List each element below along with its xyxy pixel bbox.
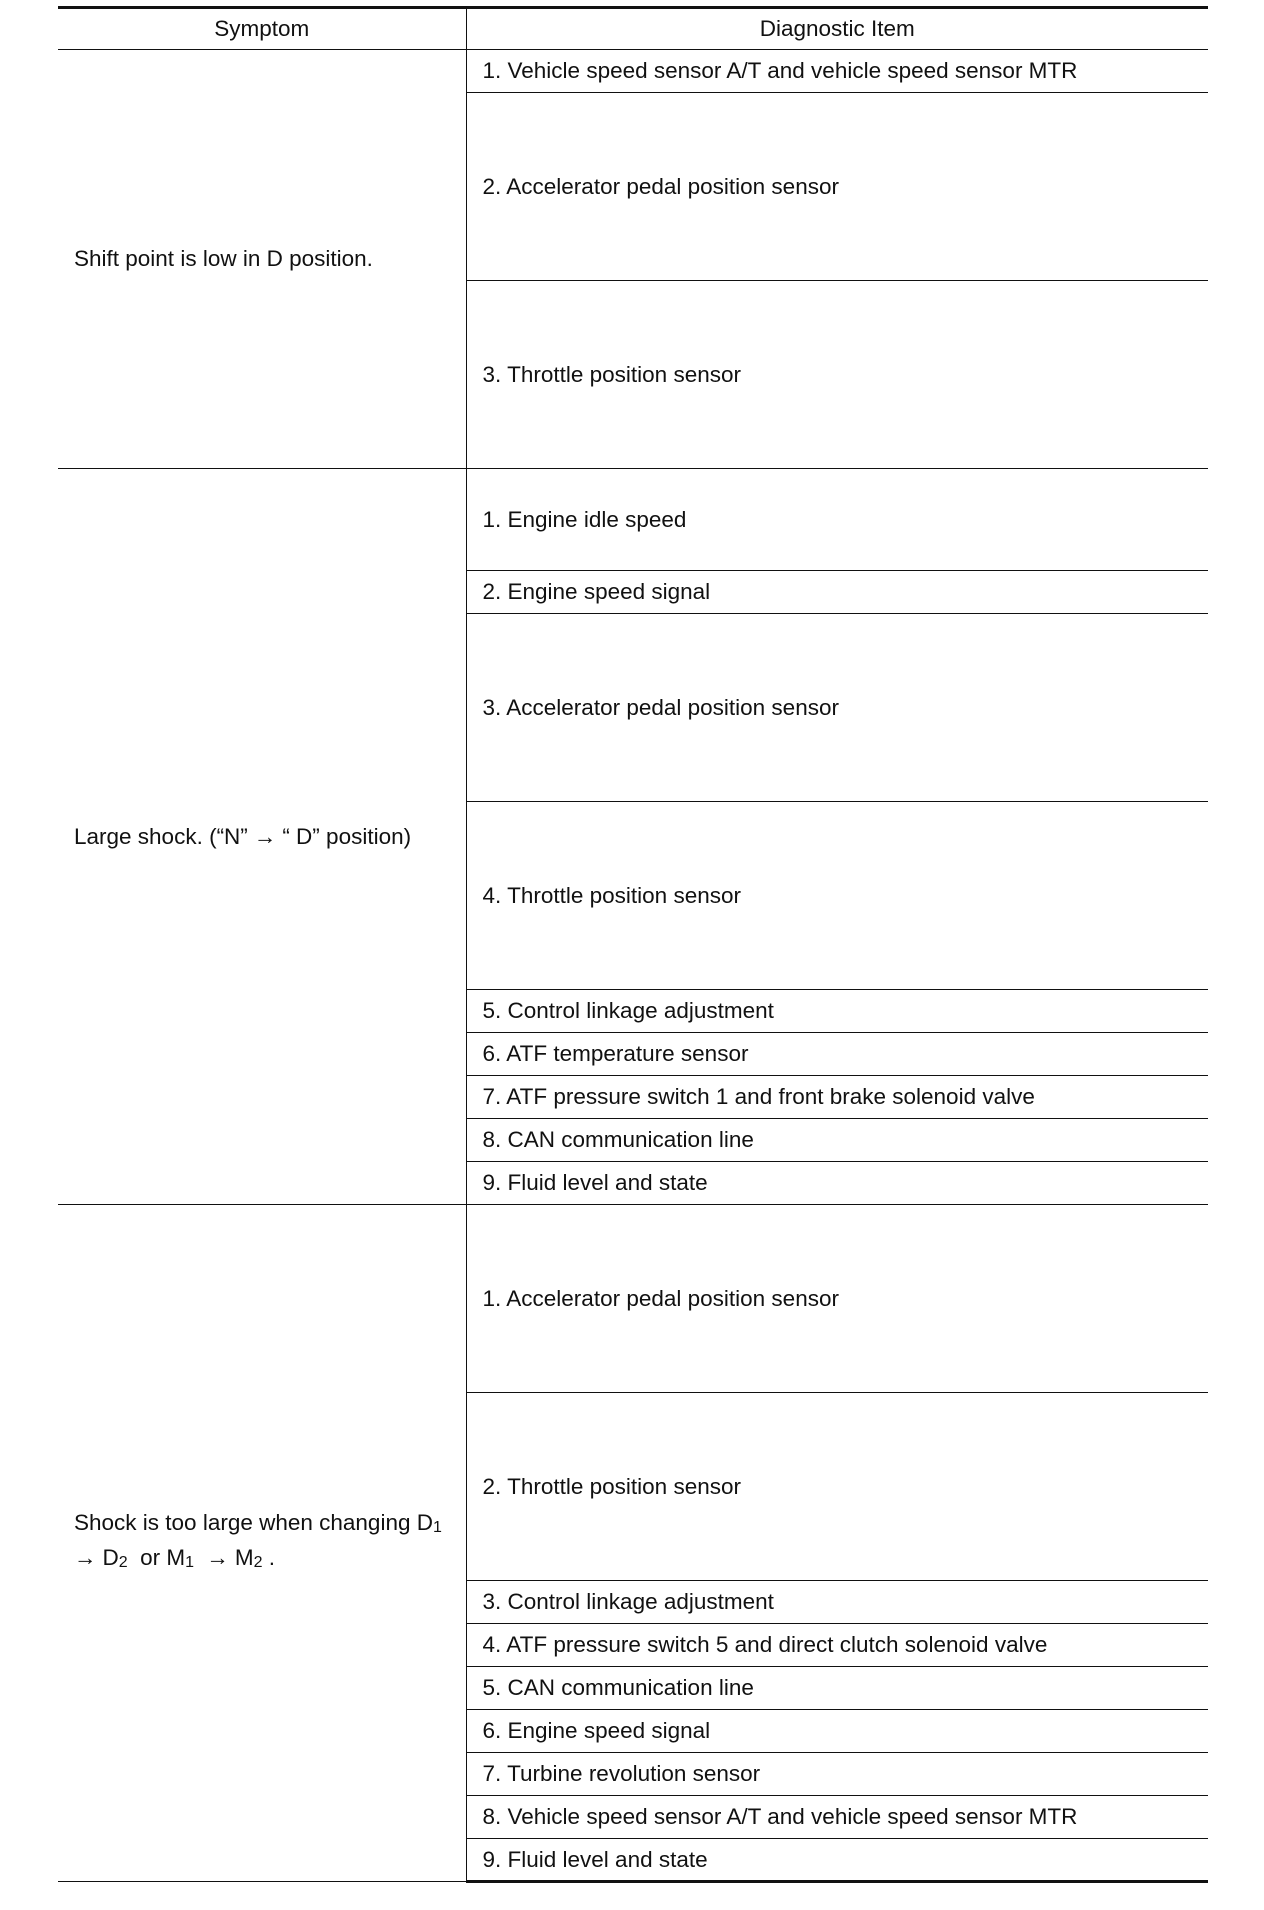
diagnostic-item: 3. Control linkage adjustment — [466, 1581, 1208, 1624]
diagnostic-item: 8. Vehicle speed sensor A/T and vehicle speed sensor MTR — [466, 1796, 1208, 1839]
symptom-cell — [58, 1205, 466, 1882]
diagnostic-item: 4. ATF pressure switch 5 and direct clutch solenoid valve — [466, 1624, 1208, 1667]
symptom-group-2 — [58, 469, 1208, 1205]
diagnostic-table — [58, 6, 1208, 1883]
arrow-icon: → — [74, 1545, 97, 1570]
symptom-text: Shock is too large when changing D — [74, 1510, 433, 1535]
diagnostic-item: 9. Fluid level and state — [466, 1162, 1208, 1205]
subscript: 2 — [118, 1554, 128, 1571]
subscript: 1 — [432, 1519, 442, 1536]
symptom-text: or M — [140, 1545, 186, 1570]
subscript: 1 — [185, 1554, 195, 1571]
diagnostic-item-column-header: Diagnostic Item — [466, 8, 1208, 50]
table-row — [58, 50, 1208, 93]
diagnostic-item: 7. Turbine revolution sensor — [466, 1753, 1208, 1796]
diagnostic-item: 2. Accelerator pedal position sensor — [466, 93, 1208, 281]
symptom-group-3 — [58, 1205, 1208, 1882]
symptom-text: M — [234, 1545, 254, 1570]
diagnostic-item: 2. Engine speed signal — [466, 571, 1208, 614]
diagnostic-item: 3. Throttle position sensor — [466, 281, 1208, 469]
diagnostic-item: 5. Control linkage adjustment — [466, 990, 1208, 1033]
diagnostic-item: 6. Engine speed signal — [466, 1710, 1208, 1753]
symptom-column-header: Symptom — [58, 8, 466, 50]
diagnostic-item: 5. CAN communication line — [466, 1667, 1208, 1710]
diagnostic-item: 6. ATF temperature sensor — [466, 1033, 1208, 1076]
arrow-icon: → — [206, 1545, 229, 1570]
symptom-text: D — [102, 1545, 119, 1570]
arrow-icon: → — [253, 823, 277, 849]
diagnostic-item: 3. Accelerator pedal position sensor — [466, 614, 1208, 802]
table-header-row — [58, 8, 1208, 50]
symptom-group-1 — [58, 50, 1208, 469]
diagnostic-item: 8. CAN communication line — [466, 1119, 1208, 1162]
diagnostic-item: 1. Accelerator pedal position sensor — [466, 1205, 1208, 1393]
symptom-cell — [58, 469, 466, 1205]
diagnostic-item: 1. Engine idle speed — [466, 469, 1208, 571]
diagnostic-item: 7. ATF pressure switch 1 and front brake solenoid valve — [466, 1076, 1208, 1119]
subscript: 2 — [253, 1554, 263, 1571]
diagnostic-item: 4. Throttle position sensor — [466, 802, 1208, 990]
symptom-text: “ D” position) — [282, 823, 412, 849]
table-row — [58, 469, 1208, 571]
symptom-cell: Shift point is low in D position. — [58, 50, 466, 469]
symptom-text: Large shock. (“N” — [74, 823, 248, 849]
symptom-text: . — [268, 1545, 276, 1570]
table-row — [58, 1205, 1208, 1393]
diagnostic-item: 1. Vehicle speed sensor A/T and vehicle speed sensor MTR — [466, 50, 1208, 93]
diagnostic-item: 9. Fluid level and state — [466, 1839, 1208, 1882]
diagnostic-item: 2. Throttle position sensor — [466, 1393, 1208, 1581]
